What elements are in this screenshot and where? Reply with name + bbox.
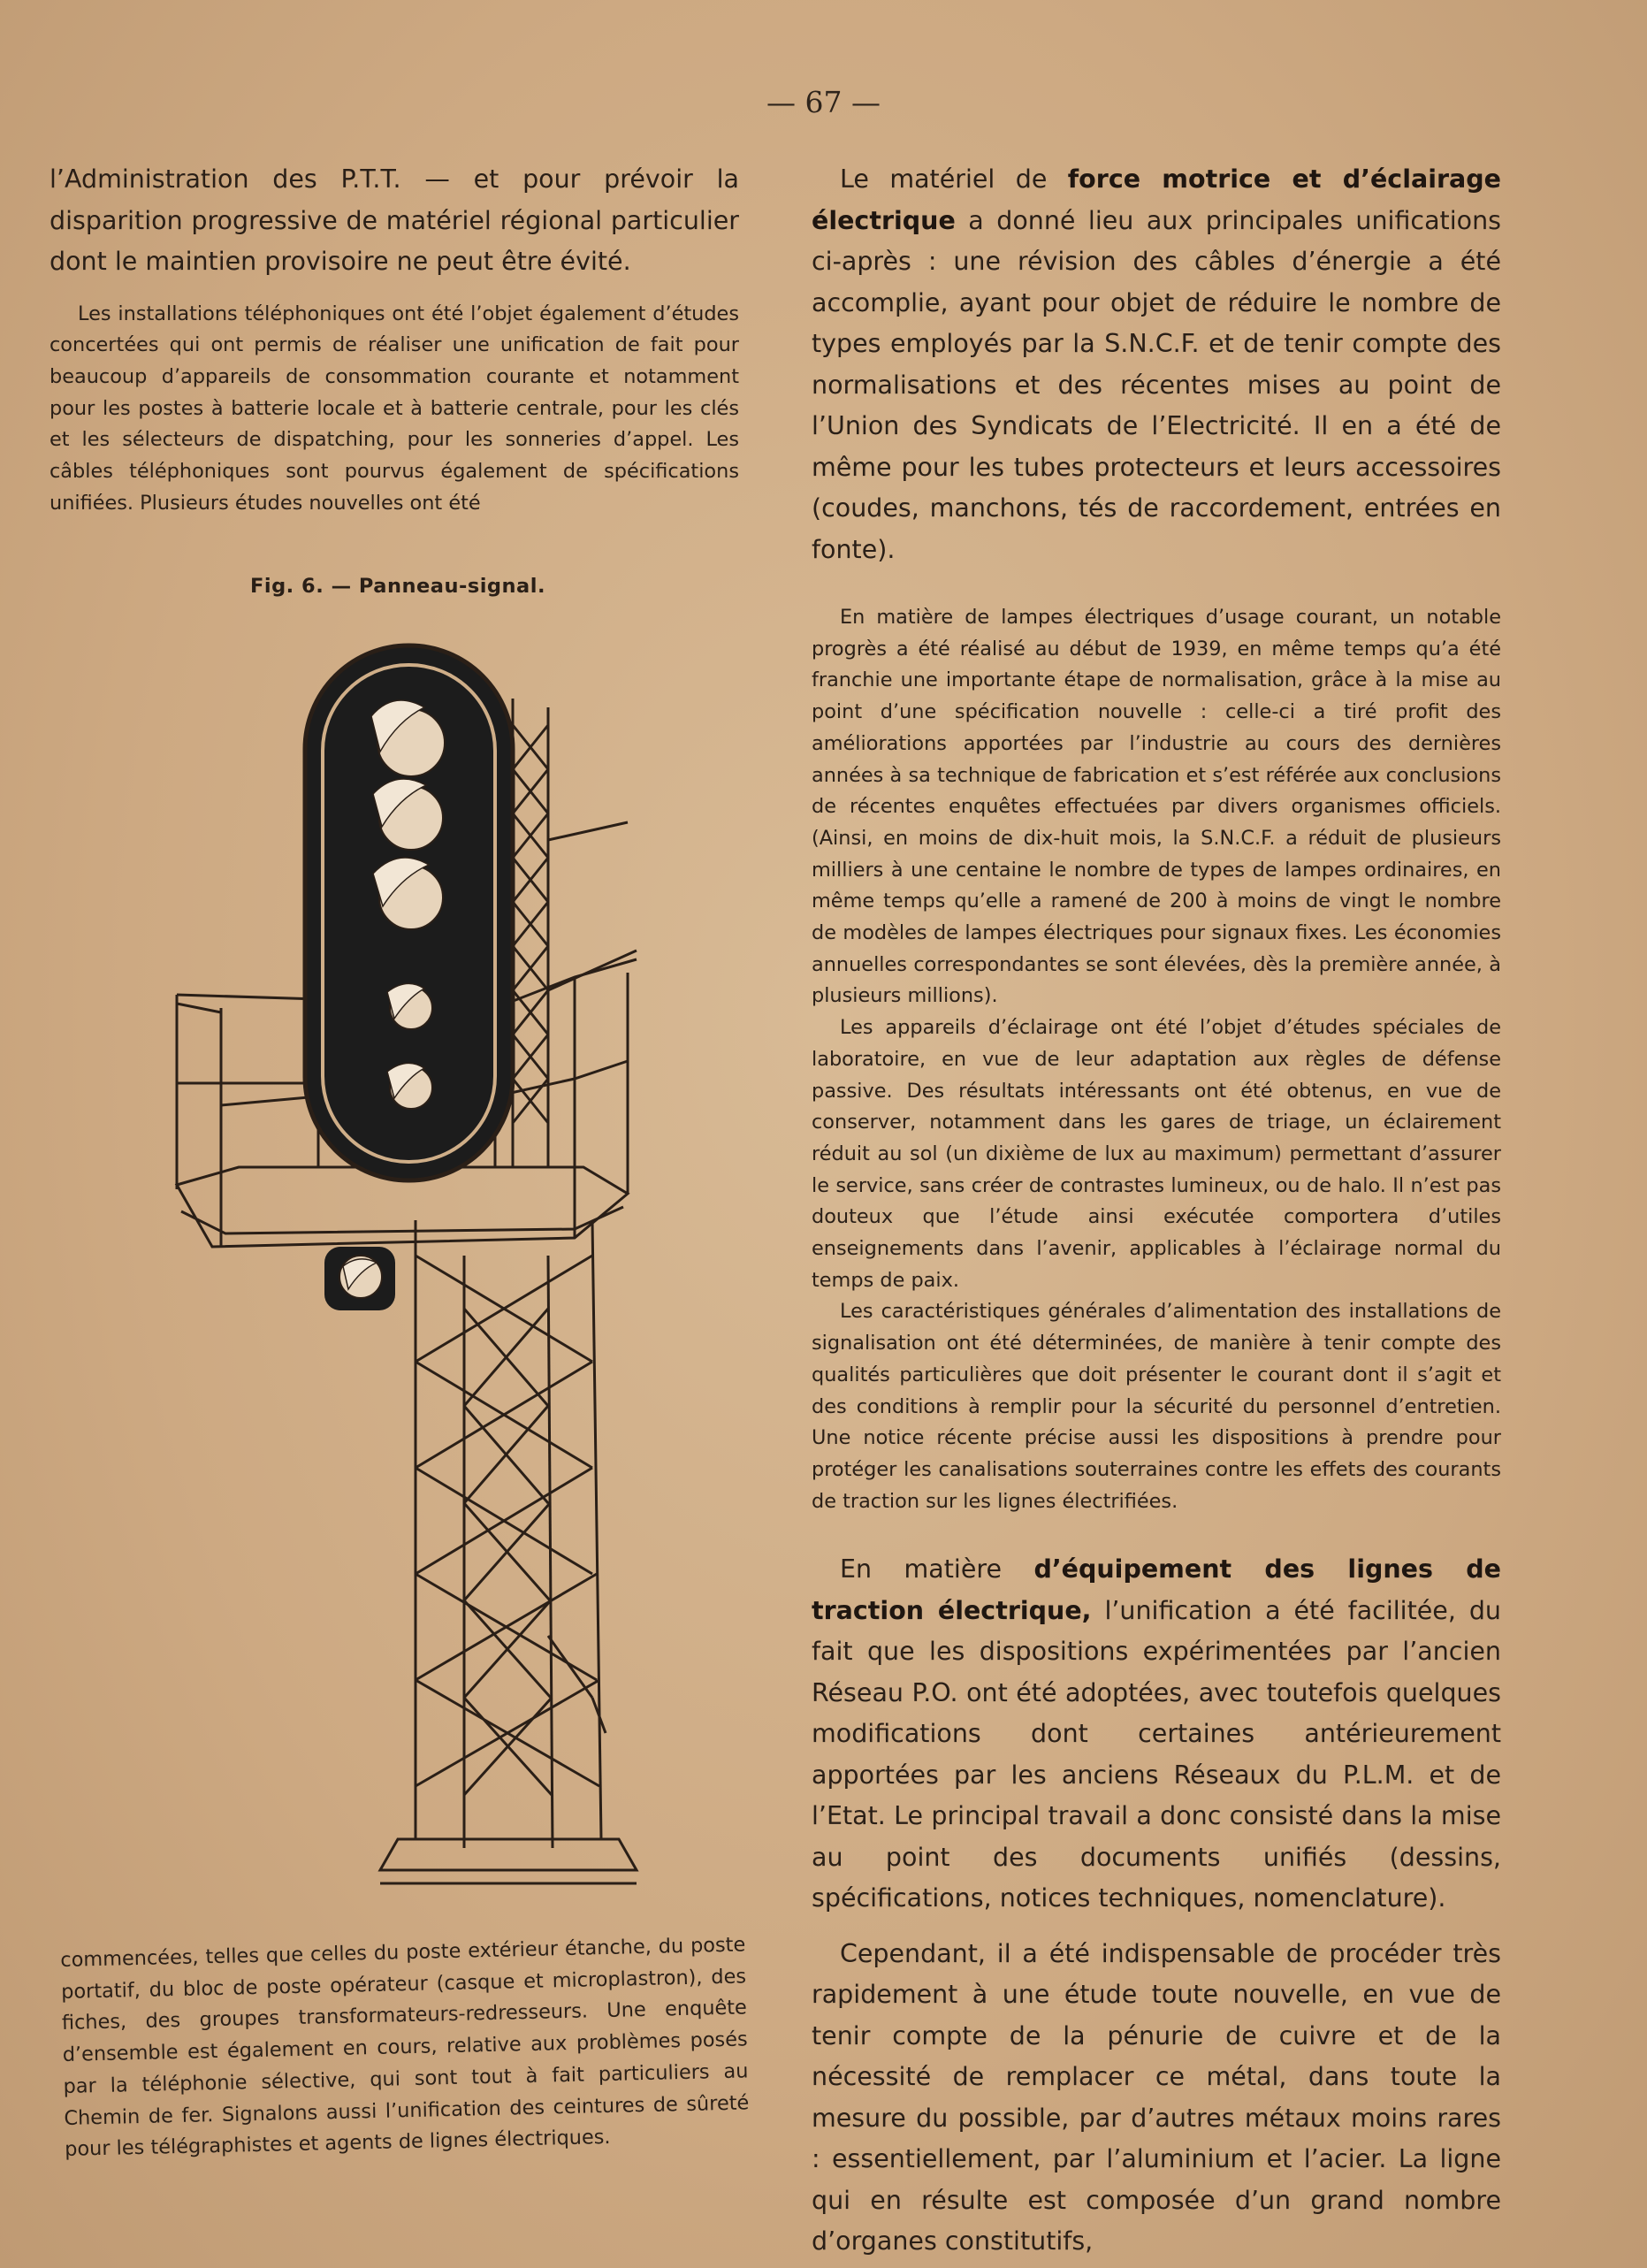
panneau-signal-figure [159,637,672,1897]
copper-shortage-paragraph: Cependant, il a été indispensable de procéder très rapidement à une étude toute nouvelle, en vue de tenir compte de la pénurie de cuivre et de la nécessité de remplacer ce métal, dans toute la mesure du possible, par d’autres métaux moins rares : essentiellement, par l’aluminium et l’acier. La ligne qui en résulte est composée d’un grand nombre d’organes constitutifs, [812,1938,1501,2257]
power-lighting-paragraph: Le matériel de force motrice et d’éclairage électrique a donné lieu aux principales unifications ci-après : une révision des câbles d’énergie a été accomplie, ayant pour objet de réduire le nombre de types employés par la S.N.C.F. et de tenir compte des normalisations et des récentes mises au point de l’Union des Syndicats de l’Electricité. Il en a été de même pour les tubes protecteurs et leurs accessoires (coudes, manchons, tés de raccordement, entrées en fonte). [812,164,1501,564]
signaling-power-paragraph: Les caractéristiques générales d’alimentation des installations de signalisation ont été déterminées, de manière à tenir compte des qualités particulières que doit présenter le courant dont il s’agit et des conditions à remplir pour la sécurité du personnel d’entretien. Une notice récente précise aussi les dispositions à prendre pour protéger les canalisations souterraines contre les effets des courants de traction sur les lignes électrifiées. [812,1300,1501,1513]
page-number: — 67 — [766,85,881,119]
left-top-paragraph: l’Administration des P.T.T. — et pour prévoir la disparition progressive de matériel régional particulier dont le maintien provisoire ne peut être évité. [50,164,739,276]
lighting-devices-paragraph: Les appareils d’éclairage ont été l’objet d’études spéciales de laboratoire, en vue de leur adaptation aux règles de défense passive. Des résultats intéressants ont été obtenus, en vue de conserver, notamment dans les gares de triage, un éclairement réduit au sol (un dixième de lux au maximum) permettant d’assurer le service, sans créer de contrastes lumineux, ou de halo. Il n’est pas douteux que l’étude ainsi exécutée comportera d’utiles enseignements dans l’avenir, applicables à l’éclairage normal du temps de paix. [812,1016,1501,1292]
figure-caption: Fig. 6. — Panneau-signal. [249,575,545,598]
right-column [812,159,1501,2263]
left-column-bottom [60,1929,750,2165]
telephone-paragraph-continued: commencées, telles que celles du poste extérieur étanche, du poste portatif, du bloc de poste opérateur (casque et microplastron), des fiches, des groupes transformateurs-redresseurs. Une enquête d’ensemble est également en cours, relative aux problèmes posés par la téléphonie sélective, qui sont tout à fait particuliers au Chemin de fer. Signalons aussi l’unification des ceintures de sûreté pour les télégraphistes et agents de lignes électriques. [60,1933,750,2162]
left-column-top [50,159,739,519]
telephone-paragraph: Les installations téléphoniques ont été l’objet également d’études concertées qui ont permis de réaliser une unification de fait pour beaucoup d’appareils de consommation courante et notamment pour les postes à batterie locale et à batterie centrale, pour les clés et les sélecteurs de dispatching, pour les sonneries d’appel. Les câbles téléphoniques sont pourvus également de spécifications unifiées. Plusieurs études nouvelles ont été [50,302,739,515]
lamps-paragraph: En matière de lampes électriques d’usage courant, un notable progrès a été réalisé au début de 1939, en même temps qu’a été franchie une importante étape de normalisation, grâce à la mise au point d’une spécification nouvelle : celle-ci a tiré profit des améliorations apportées par l’industrie au cours des dernières années à sa technique de fabrication et s’est référée aux conclusions de récentes enquêtes effectuées par divers organismes officiels. (Ainsi, en moins de dix-huit mois, la S.N.C.F. a réduit de plusieurs milliers à une centaine le nombre de types de lampes ordinaires, en même temps qu’elle a ramené de 200 à moins de vingt le nombre de modèles de lampes électriques pour signaux fixes. Les économies annuelles correspondantes se sont élevées, dès la première année, à plusieurs millions). [812,606,1501,1008]
traction-lines-paragraph: En matière d’équipement des lignes de traction électrique, l’unification a été facilitée, du fait que les dispositions expérimentées par l’ancien Réseau P.O. ont été adoptées, avec toutefois quelques modifications dont certaines antérieurement apportées par les anciens Réseaux du P.L.M. et de l’Etat. Le principal travail a donc consisté dans la mise au point des documents unifiés (dessins, spécifications, notices techniques, nomenclature). [812,1554,1501,1913]
